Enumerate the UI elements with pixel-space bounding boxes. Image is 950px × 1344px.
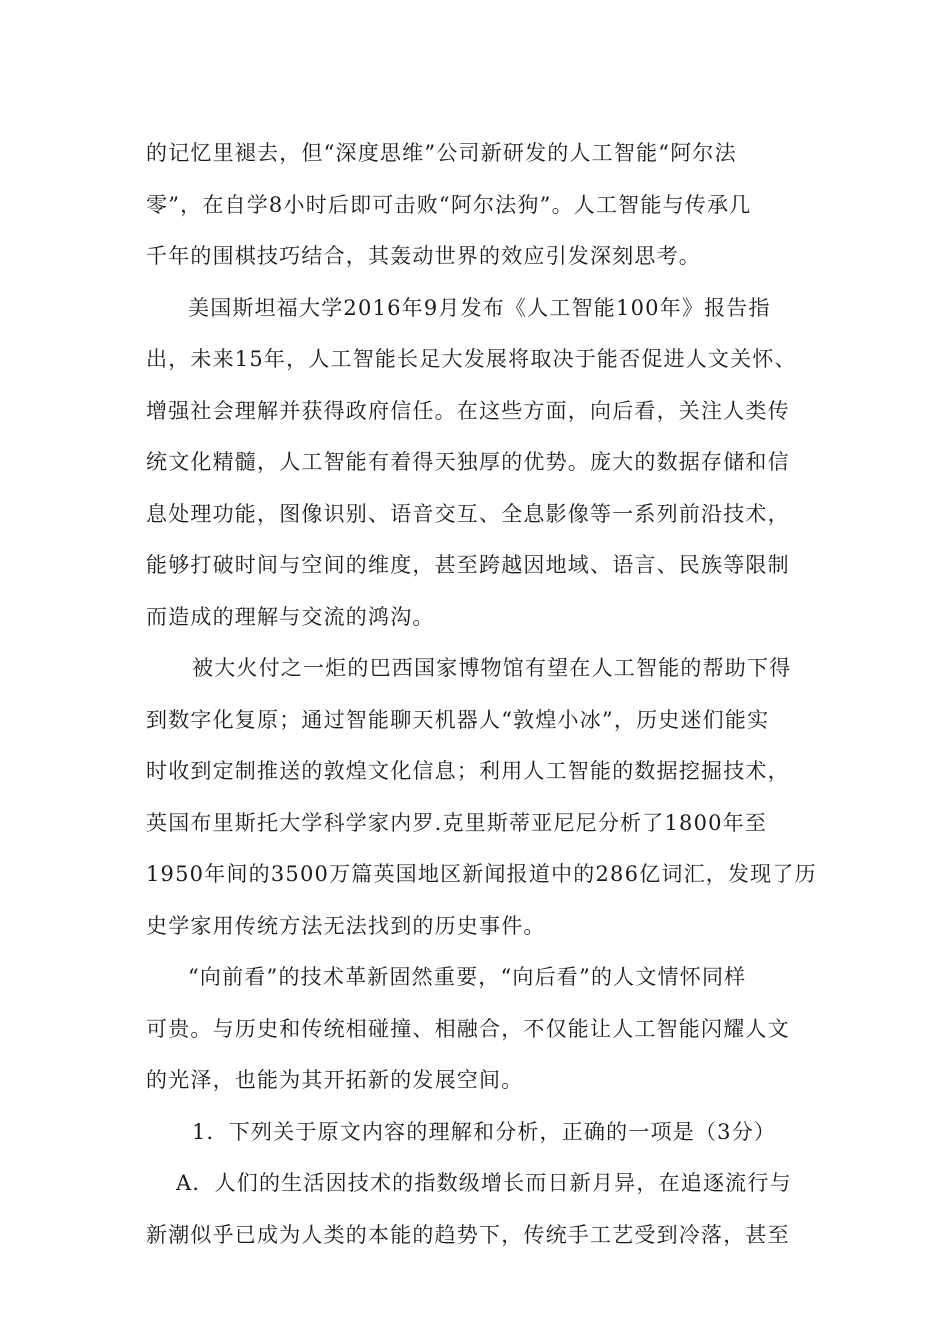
text-line: 到数字化复原；通过智能聊天机器人“敦煌小冰”，历史迷们能实: [146, 707, 770, 732]
text-line: 能够打破时间与空间的维度，甚至跨越因地域、语言、民族等限制: [146, 553, 790, 577]
paragraph-first-line: “向前看”的技术革新固然重要，“向后看”的人文情怀同样: [188, 965, 747, 989]
paragraph-first-line: 被大火付之一炬的巴西国家博物馆有望在人工智能的帮助下得: [192, 656, 792, 680]
text-line: 的记忆里褪去，但“深度思维”公司新研发的人工智能“阿尔法: [146, 141, 737, 165]
text-line: 出，未来15年，人工智能长足大发展将取决于能否促进人文关怀、: [146, 347, 797, 371]
text-line: 时收到定制推送的敦煌文化信息；利用人工智能的数据挖掘技术，: [146, 759, 790, 783]
text-line: 增强社会理解并获得政府信任。在这些方面，向后看，关注人类传: [146, 398, 790, 423]
text-line: 而造成的理解与交流的鸿沟。: [146, 604, 435, 629]
question-stem: 1．下列关于原文内容的理解和分析，正确的一项是（3分）: [192, 1119, 777, 1144]
paragraph-first-line: 美国斯坦福大学2016年9月发布《人工智能100年》报告指: [188, 295, 771, 320]
answer-option-a: A．人们的生活因技术的指数级增长而日新月异，在追逐流行与: [176, 1171, 792, 1195]
text-line: 1950年间的3500万篇英国地区新闻报道中的286亿词汇，发现了历: [146, 862, 817, 886]
text-line: 统文化精髓，人工智能有着得天独厚的优势。庞大的数据存储和信: [146, 450, 790, 474]
text-line: 息处理功能，图像识别、语音交互、全息影像等一系列前沿技术，: [146, 501, 790, 526]
text-line: 可贵。与历史和传统相碰撞、相融合，不仅能让人工智能闪耀人文: [146, 1016, 790, 1041]
text-line: 英国布里斯托大学科学家内罗.克里斯蒂亚尼尼分析了1800年至: [146, 810, 768, 835]
text-line: 新潮似乎已成为人类的本能的趋势下，传统手工艺受到冷落，甚至: [146, 1222, 790, 1247]
text-line: 千年的围棋技巧结合，其轰动世界的效应引发深刻思考。: [146, 244, 701, 268]
text-line: 零”，在自学8小时后即可击败“阿尔法狗”。人工智能与传承几: [146, 192, 752, 217]
text-line: 的光泽，也能为其开拓新的发展空间。: [146, 1068, 524, 1092]
text-line: 史学家用传统方法无法找到的历史事件。: [146, 913, 546, 938]
article-body: [146, 128, 817, 1261]
